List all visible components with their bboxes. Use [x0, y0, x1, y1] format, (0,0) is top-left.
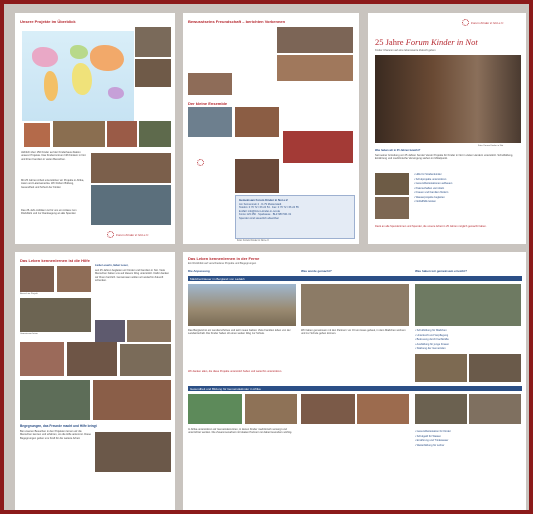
section-band-2 [188, 386, 522, 391]
photo-caption: Foto: Forum Kinder in Not e.V. [237, 239, 270, 242]
bottom-text-2 [301, 428, 409, 488]
cover-title [375, 37, 478, 47]
title-plain: 25 Jahre [375, 37, 406, 47]
photo-well [469, 394, 521, 424]
panel-getting-to-know [15, 252, 175, 510]
panel-friendship [183, 13, 359, 244]
section-band-1 [188, 276, 522, 281]
list-item: • Betreuung durch Fachkräfte [415, 338, 449, 341]
photo-girls [135, 59, 171, 87]
list-item: • Gesundheitsstation für Kinder [415, 430, 451, 433]
panel-heading: Das Leben kennenlernen ist die Hilfe [20, 258, 90, 263]
photo-building-site [301, 284, 409, 326]
photo-handshake [127, 320, 171, 342]
panel-heading: Bewusstseins Freundschaft – berichten Vorkennen [188, 19, 286, 24]
photo-teacher [95, 432, 171, 472]
world-map [22, 31, 134, 121]
photo-choir [283, 131, 353, 163]
list-item: • Notfallhilfe leisten [414, 200, 436, 203]
photo-visit-a [20, 266, 54, 292]
thanks-note: Dank an alle Spenderinnen und Spender, die unsere Arbeit in 25 Jahren möglich gemacht haben. [375, 225, 487, 228]
photo-dance-group [357, 394, 409, 424]
contact-line: Telefon: 0 76 72 / 66 24 54 · Fax: 0 76 72 / 66 24 55 [239, 206, 299, 210]
achievement-list [414, 173, 452, 203]
cover-photo-child [375, 55, 521, 143]
photo-child [235, 159, 279, 193]
list-item: • Schulprojekte unterstützen [414, 177, 447, 181]
bottom-heading: Begegnungen, das Freunde macht und Hilfe bringt [20, 424, 97, 428]
photo-meeting-hall [415, 394, 467, 424]
column-heading-3: Was haben wir gemeinsam erreicht? [415, 269, 467, 273]
photo-women [107, 121, 137, 147]
list-item: • Ausbildung für junge Frauen [415, 342, 450, 346]
photo-market [20, 380, 90, 420]
contact-line: Spenden sind steuerlich absetzbar [239, 216, 279, 220]
photo-child-portrait [24, 123, 50, 147]
brochure-spread [4, 4, 529, 510]
photo-workshop [375, 197, 409, 219]
logo-flower-icon [107, 231, 114, 238]
photo-village [139, 121, 171, 147]
photo-river [469, 354, 521, 382]
panel-heading: Unsere Projekte im Überblick [20, 19, 76, 24]
photo-meeting [277, 27, 353, 53]
photo-children [135, 27, 171, 57]
photo-kids-table [277, 55, 353, 81]
text-block-b: Mit 25 Jahren Arbeit unterstützen wir Projekte in Afrika, Asien und Lateinamerika. Wir fördern Bildung, Gesundheit und Schutz der Kinder. [21, 179, 84, 189]
letter-text: seit 25 Jahren begleiten wir Kinder und Familien in Not. Viele Menschen haben uns auf diesem Weg unterstützt. Dafür danken wir Ihnen herzlich. Gemeinsam wollen wir weiterhin Zukunft schenken. [95, 269, 170, 282]
list-item: • Weiterbildung für Lehrer [415, 443, 445, 447]
contact-line: Konto 123 456 · Sparkasse · BLZ 680 501 01 [239, 213, 292, 217]
title-italic: Forum Kinder in Not [405, 37, 478, 47]
intro-heading: Was haben wir in 25 Jahren bewirkt? [375, 149, 421, 152]
column-heading-1: Die Anpassung [188, 269, 210, 273]
bottom-text: Bei unseren Besuchen in den Projekten lernen wir die Menschen kennen und erfahren, wo die Hilfe ankommt. Diese Begegnungen geben uns Kraft für die weitere Arbeit. [20, 430, 91, 440]
list-item: • Hilfe für Straßenkinder [414, 173, 442, 176]
intro-text [188, 25, 274, 71]
bottom-list [415, 430, 451, 447]
photo-group-visit [20, 298, 91, 332]
panel-heading: Das Leben kennenlernen in der Ferne [188, 256, 260, 261]
contact-box [235, 195, 355, 239]
photo-field [188, 394, 242, 424]
list-item: • Patenschaften vermitteln [414, 186, 445, 190]
photo-event [120, 344, 171, 376]
panel-projects-overview [15, 13, 175, 244]
cover-subtitle: Kinder Chancen auf eine lebenswerte Zukunft geben [375, 49, 436, 52]
photo-school-yard [415, 354, 467, 382]
photo-children-play [20, 342, 64, 376]
logo-flower-icon [197, 159, 204, 166]
photo-dance [235, 107, 279, 137]
list-item: • Wasserprojekte begleiten [414, 195, 445, 199]
thanks-note: Wir danken allen, die diese Projekte unterstützt haben und weiterhin unterstützen. [188, 370, 283, 373]
photo-classroom [91, 153, 171, 183]
photo-portrait [95, 320, 125, 342]
column-heading-2: Was wurde gemacht? [301, 269, 332, 273]
panel-distant-projects [183, 252, 526, 510]
text-block-a: Jährlich über 150 Kinder auf der Kinderhaus-Station unserer Projekte. Das Kinderzentrum hilft Kindern in Not und ihren Familien in vielen Bereichen. [21, 151, 86, 161]
list-item: • Schulbildung für Mädchen [415, 329, 447, 332]
contact-lines [239, 203, 299, 220]
bottom-text-1: In Afrika unterstützen wir Gemeindezentren, in denen Kinder medizinisch versorgt und unterrichtet werden. Die Zusammenarbeit mit lokalen Partnern ist dabei besonders wichtig. [188, 428, 293, 435]
panel-cover [368, 13, 526, 244]
logo-text: Forum Kinder in Not e.V. [116, 233, 149, 237]
list-item: • Frauen und Familien fördern [414, 191, 449, 194]
photo-group [53, 121, 105, 147]
photo-ceremony [67, 342, 117, 376]
section-heading: Der kleine Ensemble [188, 101, 228, 106]
text-block-c: Das 25-Jahr-Jubiläum ist für uns ein Anlass zum Rückblick und zur Danksagung an alle Spender. [21, 209, 77, 216]
photo-students [91, 185, 171, 225]
photo-families [93, 380, 171, 420]
photo-kids-smile [301, 394, 355, 424]
photo-girls-house [415, 284, 521, 326]
band-title: Gesundheit und Bildung für Gemeindekinder in Afrika [190, 386, 261, 391]
list-item: • Unterkunft und Verpflegung [415, 333, 449, 337]
intro-text: Seit seiner Gründung vor 25 Jahren hat der Verein Projekte für Kinder in Not in vielen Ländern unterstützt. Schulbildung, Ernährung und medizinische Versorgung stehen im Mittelpunkt. [375, 154, 513, 161]
list-item: • Gesundheitsstationen aufbauen [414, 182, 453, 185]
photo-visit-b [57, 266, 91, 292]
photo-ensemble [188, 107, 232, 137]
column-1-text: Das Bergland ist ein wunderschönes und sehr raues Gebiet. Viele Familien leben von der Landwirtschaft. Die Kinder haben oft einen weiten Weg zur Schule. [188, 329, 291, 336]
band-title: Mädchenhäuser im Bergland von Ladakh [190, 276, 245, 281]
caption-b: Gemeinsam feiern [20, 333, 38, 335]
logo-flower-icon [462, 19, 469, 26]
photo-school [375, 173, 409, 195]
list-item: • Stärkung der Gemeinden [415, 347, 446, 350]
photo-visit [188, 73, 232, 95]
list-item: • Ernährung und Trinkwasser [415, 439, 449, 442]
photo-village-huts [245, 394, 297, 424]
contact-line: Am Sonnenrain 2 · D-79 Musterstadt [239, 203, 282, 206]
photo-mountains [188, 284, 296, 326]
caption-a: Besuch im Projekt [20, 293, 38, 295]
panel-subheading: Ein Rückblick auf verschiedene Projekte und Begegnungen [188, 262, 257, 265]
column-2-text: Wir haben gemeinsam mit den Partnern vor Ort ein Haus gebaut, in dem Mädchen wohnen und zur Schule gehen können. [301, 329, 406, 336]
contact-title: Gemeinsam Forum Kinder in Not e.V. [239, 198, 289, 202]
letter-title: Liebe Leserin, lieber Leser, [95, 264, 129, 267]
contact-line: E-Mail: info@forum-kinder-in-not.de [239, 209, 281, 213]
column-3-list [415, 329, 449, 350]
cover-photo-caption: Foto: Forum Kinder in Not [478, 145, 504, 147]
list-item: • Schulgeld für Waisen [415, 434, 442, 438]
logo-text: Forum Kinder in Not e.V. [471, 21, 504, 25]
